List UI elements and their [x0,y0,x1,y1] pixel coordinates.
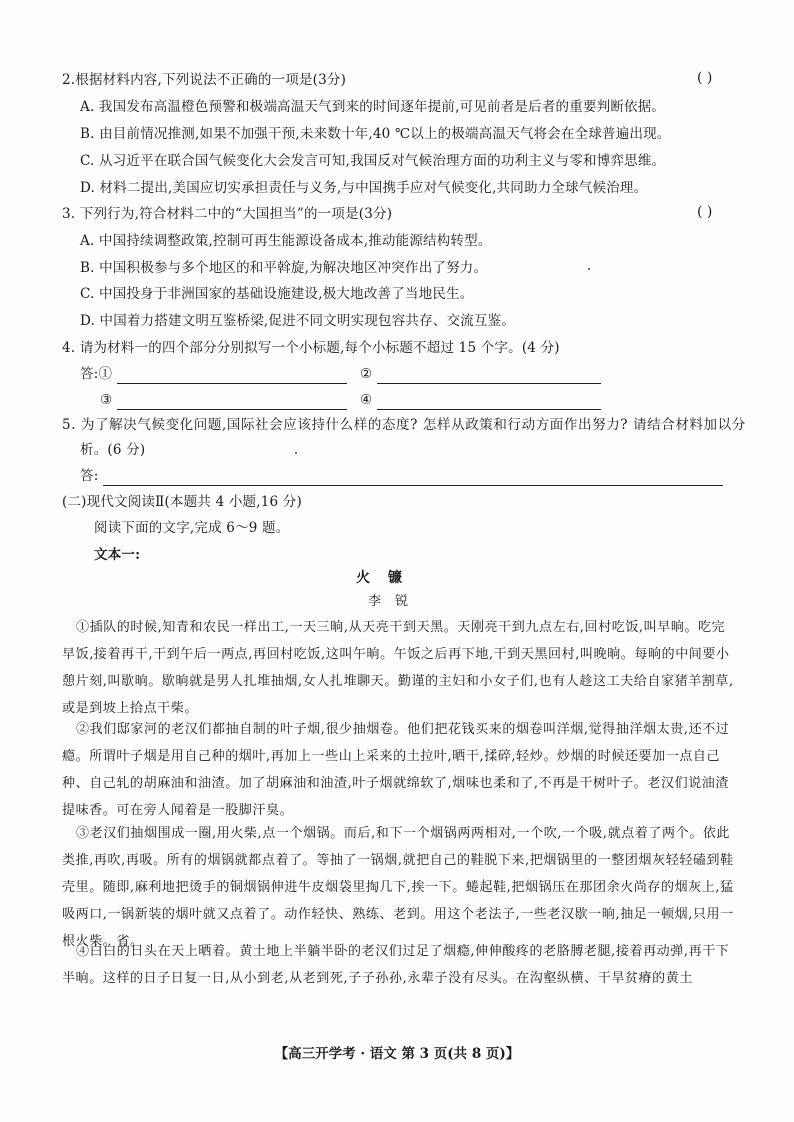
q2-option-a: A. 我国发布高温橙色预警和极端高温天气到来的时间逐年提前,可见前者是后者的重要判断依据。 [80,99,666,115]
paragraph-4: ④白白的日头在天上晒着。黄土地上半躺半卧的老汉们过足了烟瘾,伸伸酸疼的老胳膊老腿,接着再动弹,再干下半晌。这样的日子日复一日,从小到老,从老到死,子子孙孙,永辈子没有尽头。在沟壑纵横、干旱贫瘠的黄土 [62,944,730,986]
q2-option-c: C. 从习近平在联合国气候变化大会发言可知,我国反对气候治理方面的功利主义与零和博弈思维。 [80,153,666,169]
q3-option-d: D. 中国着力搭建文明互鉴桥梁,促进不同文明实现包容共存、交流互鉴。 [80,313,516,329]
section-heading: (二)现代文阅读Ⅱ(本题共 4 小题,16 分) [62,494,302,510]
q4-blank-4[interactable] [377,395,601,410]
q4-stem: 4. 请为材料一的四个部分分别拟写一个小标题,每个小标题不超过 15 个字。(4 分) [62,340,560,356]
q4-answer-row-1b [360,364,601,384]
q2-option-b: B. 由目前情况推测,如果不加强干预,未来数十年,40 ℃以上的极端高温天气将会在全球普遍出现。 [80,126,671,142]
q4-blank-3[interactable] [117,395,347,410]
paragraph-1: ①插队的时候,知青和农民一样出工,一天三晌,从天亮干到天黑。天刚亮干到九点左右,回村吃饭,叫早晌。吃完早饭,接着再干,干到午后一两点,再回村吃饭,这叫午晌。午饭之后再下地,干到天黑回村,叫晚晌。每晌的中间要小憩片刻,叫歇晌。歇晌就是男人扎堆抽烟,女人扎堆聊天。勤谨的主妇和小女子们,也有人趁这工夫给自家猪羊割草,或是到坡上拾点干柴。 [62,620,734,716]
q4-answer-row-1 [80,364,347,384]
q4-answer-row-2b [360,390,601,410]
q4-answer-label: 答: [80,366,99,382]
q5-answer-row [80,466,723,486]
q4-blank-1-marker: ① [98,366,113,382]
paragraph-3: ③老汉们抽烟围成一圈,用火柴,点一个烟锅。而后,和下一个烟锅两两相对,一个吹,一个吸,就点着了两个。依此类推,再吹,再吸。所有的烟锅就都点着了。等抽了一锅烟,就把自己的鞋脱下来,把烟锅里的一整团烟灰轻轻磕到鞋壳里。随即,麻利地把烫手的铜烟锅伸进牛皮烟袋里掏几下,挨一下。蜷起鞋,把烟锅压在那团余火尚存的烟灰上,猛吸两口,一锅新装的烟叶就又点着了。动作轻快、熟练、老到。用这个老法子,一些老汉歇一晌,抽足一顿烟,只用一根火柴。省。 [62,826,734,949]
q4-answer-row-2 [100,390,347,410]
q3-option-c: C. 中国投身于非洲国家的基础设施建设,极大地改善了当地民生。 [80,286,474,302]
q4-blank-2-marker: ② [360,366,373,382]
scan-speck [588,268,590,270]
q3-option-a: A. 中国持续调整政策,控制可再生能源设备成本,推动能源结构转型。 [80,233,492,249]
article-title: 火镰 [356,570,420,586]
q2-option-d: D. 材料二提出,美国应切实承担责任与义务,与中国携手应对气候变化,共同助力全球气候治理。 [80,180,648,196]
q2-stem: 2.根据材料内容,下列说法不正确的一项是(3分) [62,72,347,88]
q3-option-b: B. 中国积极参与多个地区的和平斡旋,为解决地区冲突作出了努力。 [80,260,488,276]
q4-blank-3-marker: ③ [100,392,113,408]
q4-blank-2[interactable] [377,369,601,384]
text-one-label: 文本一: [94,547,141,563]
q4-blank-4-marker: ④ [360,392,373,408]
paragraph-2: ②我们邸家河的老汉们都抽自制的叶子烟,很少抽烟卷。他们把花钱买来的烟卷叫洋烟,觉得抽洋烟太贵,还不过瘾。所谓叶子烟是用自己种的烟叶,再加上一些山上采来的土拉叶,晒干,揉碎,轻炒。炒烟的时候还要加一点自己种、自己轧的胡麻油和油渣。加了胡麻油和油渣,叶子烟就绵软了,烟味也柔和了,不再是干树叶子。老汉们说油渣提味香。可在旁人闻着是一股脚汗臭。 [62,722,730,818]
q2-answer-paren: ( ) [697,70,713,86]
q3-answer-paren: ( ) [697,204,713,220]
scan-speck [295,452,297,454]
q5-stem-line-2: 析。(6 分) [80,442,146,458]
article-author: 李锐 [368,594,423,609]
q5-answer-blank[interactable] [103,471,723,486]
page-footer: 【高三开学考 · 语文 第 3 页(共 8 页)】 [274,1046,520,1062]
q5-answer-label: 答: [80,468,99,484]
q5-stem-line-1: 5. 为了解决气候变化问题,国际社会应该持什么样的态度? 怎样从政策和行动方面作出努力? 请结合材料加以分 [62,417,746,433]
q4-blank-1[interactable] [117,369,347,384]
q3-stem: 3. 下列行为,符合材料二中的“大国担当”的一项是(3分) [62,206,393,222]
section-instruction: 阅读下面的文字,完成 6～9 题。 [94,520,290,536]
